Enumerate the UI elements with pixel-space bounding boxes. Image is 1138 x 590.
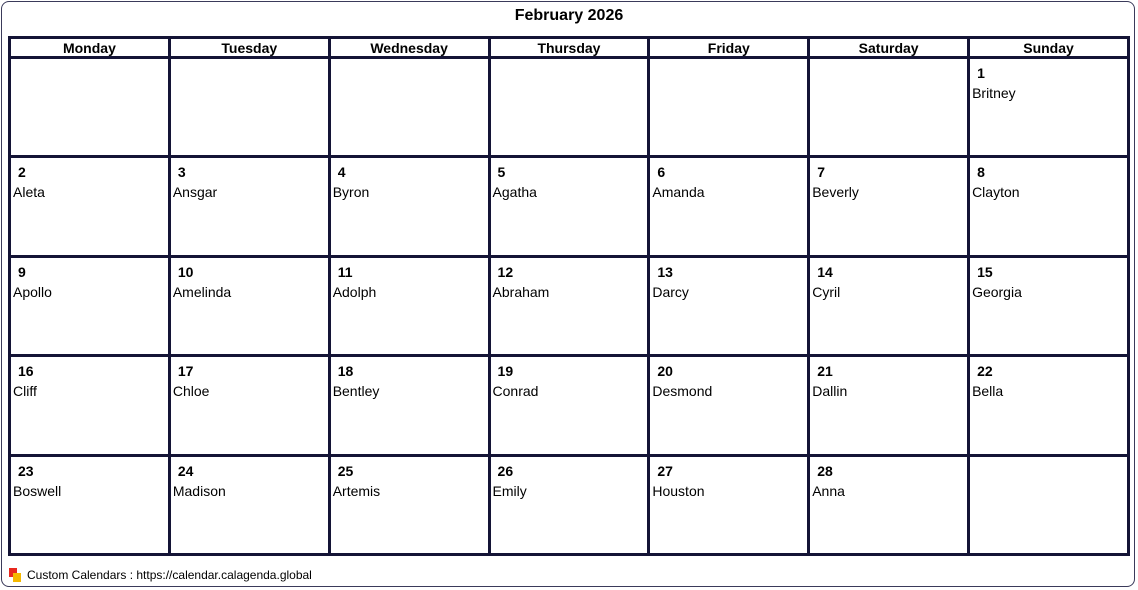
day-number: 19 (497, 363, 514, 380)
day-number: 10 (177, 263, 194, 280)
day-name: Byron (332, 184, 370, 201)
calendar-title: February 2026 (514, 7, 624, 24)
day-name: Cliff (13, 383, 37, 400)
day-cell (329, 157, 489, 256)
day-name: Boswell (13, 482, 62, 499)
day-number: 3 (177, 164, 186, 181)
week-row (10, 157, 1129, 256)
week-row (10, 58, 1129, 157)
day-name: Adolph (332, 283, 377, 300)
day-cell-empty (329, 58, 489, 157)
day-number: 20 (657, 363, 673, 380)
day-number: 16 (18, 363, 34, 380)
day-cell-empty (969, 455, 1129, 554)
day-cell (10, 157, 170, 256)
week-row (10, 455, 1129, 554)
weekday-header-row (10, 38, 1129, 58)
day-name: Agatha (492, 184, 537, 201)
weekday-header-saturday: Saturday (809, 38, 969, 58)
day-name: Britney (972, 85, 1016, 101)
day-number: 27 (657, 462, 673, 479)
day-name: Amelinda (172, 283, 232, 300)
day-cell (169, 157, 329, 256)
day-number: 2 (18, 164, 26, 181)
day-cell (809, 256, 969, 355)
day-name: Bella (972, 383, 1004, 400)
day-number: 26 (497, 462, 514, 479)
day-name: Georgia (972, 283, 1022, 300)
day-cell (969, 58, 1129, 157)
day-cell-empty (809, 58, 969, 157)
day-name: Artemis (332, 482, 381, 499)
day-cell (329, 256, 489, 355)
calendar-grid (8, 36, 1130, 556)
day-name: Bentley (332, 383, 380, 400)
day-number: 25 (337, 462, 354, 479)
day-cell (649, 356, 809, 455)
day-cell (489, 356, 649, 455)
day-number: 1 (977, 65, 985, 81)
day-number: 23 (18, 462, 34, 479)
day-name: Cyril (812, 283, 841, 300)
day-cell-empty (169, 58, 329, 157)
day-number: 6 (657, 164, 666, 181)
day-cell (10, 256, 170, 355)
day-number: 21 (817, 363, 833, 380)
day-name: Dallin (812, 383, 848, 400)
day-name: Conrad (492, 383, 539, 400)
day-cell (809, 356, 969, 455)
day-number: 4 (337, 164, 346, 181)
week-row (10, 356, 1129, 455)
weekday-header-friday: Friday (649, 38, 809, 58)
day-name: Abraham (492, 283, 550, 300)
day-number: 15 (977, 263, 993, 280)
day-number: 18 (337, 363, 354, 380)
day-cell (489, 455, 649, 554)
day-number: 7 (817, 164, 826, 181)
day-name: Ansgar (172, 184, 218, 201)
day-cell-empty (649, 58, 809, 157)
day-number: 14 (817, 263, 833, 280)
day-cell (809, 455, 969, 554)
day-number: 17 (177, 363, 194, 380)
day-name: Beverly (812, 184, 859, 201)
day-name: Aleta (13, 184, 45, 201)
weekday-header-thursday: Thursday (489, 38, 649, 58)
day-name: Amanda (652, 184, 705, 201)
footer-link[interactable]: Custom Calendars : https://calendar.calagenda.global (27, 568, 312, 582)
day-name: Anna (812, 482, 845, 499)
day-cell (169, 256, 329, 355)
day-cell (969, 256, 1129, 355)
day-name: Clayton (972, 184, 1020, 201)
day-number: 12 (497, 263, 514, 280)
day-name: Emily (492, 482, 527, 499)
day-name: Madison (172, 482, 226, 499)
day-number: 5 (497, 164, 506, 181)
weekday-header-monday: Monday (10, 38, 170, 58)
day-number: 28 (817, 462, 833, 479)
footer (9, 566, 312, 584)
weekday-header-tuesday: Tuesday (169, 38, 329, 58)
day-cell (489, 256, 649, 355)
day-cell (169, 455, 329, 554)
day-number: 11 (337, 263, 353, 280)
day-cell-empty (489, 58, 649, 157)
day-cell (329, 356, 489, 455)
weekday-header-wednesday: Wednesday (329, 38, 489, 58)
day-name: Desmond (652, 383, 713, 400)
day-name: Houston (652, 482, 705, 499)
day-cell (10, 356, 170, 455)
day-name: Darcy (652, 283, 689, 300)
calagenda-logo-icon (9, 568, 21, 582)
day-cell (649, 157, 809, 256)
day-cell (969, 356, 1129, 455)
day-number: 9 (18, 263, 26, 280)
day-name: Apollo (13, 283, 52, 300)
day-number: 22 (977, 363, 993, 380)
day-number: 24 (177, 462, 194, 479)
week-row (10, 256, 1129, 355)
day-cell (329, 455, 489, 554)
day-cell (649, 256, 809, 355)
day-cell (169, 356, 329, 455)
day-cell (10, 455, 170, 554)
day-number: 8 (977, 164, 985, 181)
day-name: Chloe (172, 383, 210, 400)
day-cell (969, 157, 1129, 256)
day-number: 13 (657, 263, 673, 280)
day-cell (649, 455, 809, 554)
day-cell (809, 157, 969, 256)
day-cell (489, 157, 649, 256)
day-cell-empty (10, 58, 170, 157)
weekday-header-sunday: Sunday (969, 38, 1129, 58)
